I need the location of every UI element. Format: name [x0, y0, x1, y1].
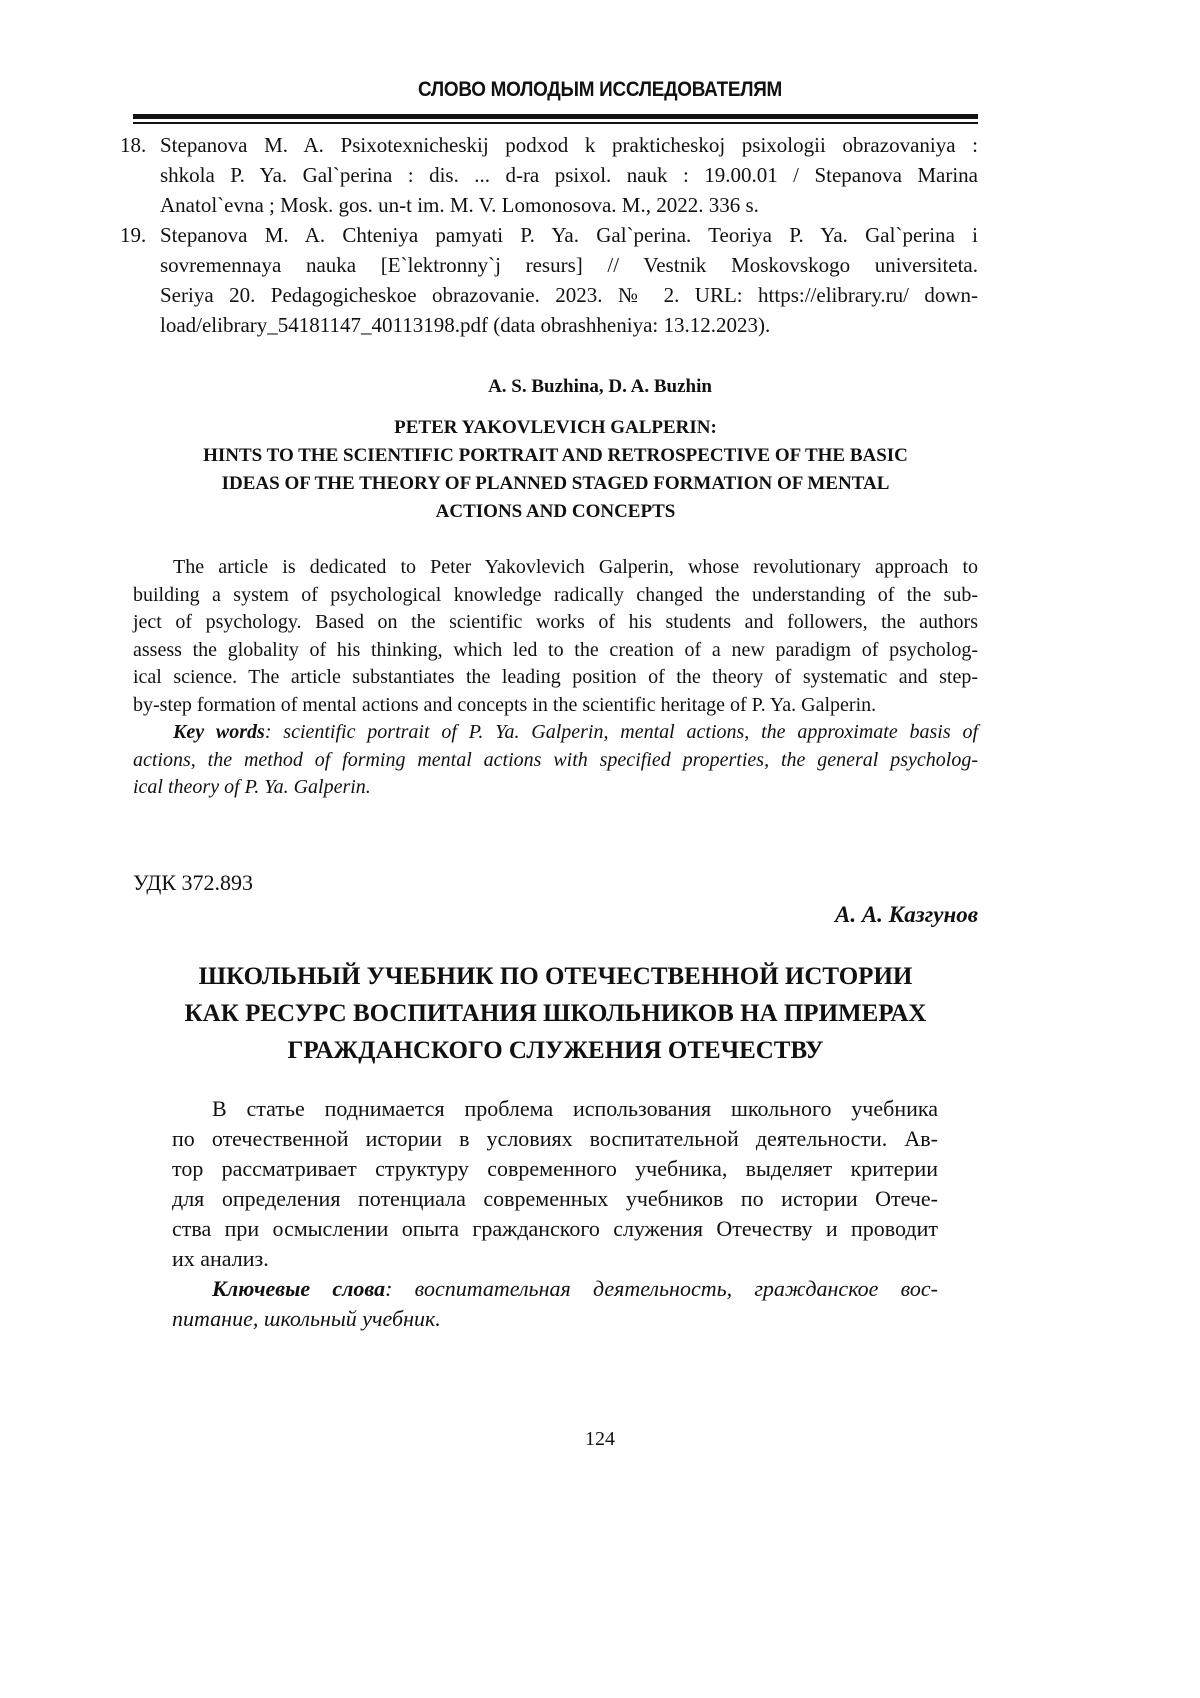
reference-line: Seriya 20. Pedagogicheskoe obrazovanie. 2023. № 2. URL: https://elibrary.ru/ down- [160, 280, 978, 310]
reference-item [120, 130, 978, 220]
abstract-line: для определения потенциала современных учебников по истории Отече- [172, 1184, 938, 1214]
keywords-label: Key words [173, 721, 265, 743]
abstract-line: assess the globality of his thinking, which led to the creation of a new paradigm of psycholog- [133, 637, 978, 665]
russian-title [133, 958, 978, 1069]
russian-author: А. А. Казгунов [835, 902, 978, 928]
keywords-line: питание, школьный учебник. [172, 1304, 938, 1334]
abstract-line: тор рассматривает структуру современного учебника, выделяет критерии [172, 1154, 938, 1184]
abstract-line: by-step formation of mental actions and concepts in the scientific heritage of P. Ya. Galperin. [133, 692, 978, 720]
page-number: 124 [0, 1428, 1200, 1451]
header-rule-thin [133, 122, 978, 124]
reference-item [120, 220, 978, 340]
reference-line: Anatol`evna ; Mosk. gos. un-t im. M. V. Lomonosova. M., 2022. 336 s. [160, 190, 978, 220]
abstract-line: The article is dedicated to Peter Yakovlevich Galperin, whose revolutionary approach to [133, 554, 978, 582]
reference-line: Stepanova M. A. Psixotexnicheskij podxod k prakticheskoj psixologii obrazovaniya : [160, 130, 978, 160]
keywords-text: : воспитательная деятельность, гражданское вос- [385, 1276, 938, 1301]
abstract-line: В статье поднимается проблема использования школьного учебника [172, 1094, 938, 1124]
reference-number: 19. [120, 220, 146, 250]
keywords-line: ical theory of P. Ya. Galperin. [133, 774, 978, 802]
running-header: СЛОВО МОЛОДЫМ ИССЛЕДОВАТЕЛЯМ [60, 78, 1140, 102]
title-line: PETER YAKOVLEVICH GALPERIN: [133, 414, 978, 442]
abstract-line: их анализ. [172, 1244, 938, 1274]
reference-line: shkola P. Ya. Gal`perina : dis. ... d-ra psixol. nauk : 19.00.01 / Stepanova Marina [160, 160, 978, 190]
header-rule-thick [133, 114, 978, 119]
title-line: КАК РЕСУРС ВОСПИТАНИЯ ШКОЛЬНИКОВ НА ПРИМЕРАХ [133, 995, 978, 1032]
keywords-label: Ключевые слова [212, 1276, 385, 1301]
english-title [133, 414, 978, 526]
abstract-line: building a system of psychological knowledge radically changed the understanding of the sub- [133, 582, 978, 610]
title-line: IDEAS OF THE THEORY OF PLANNED STAGED FORMATION OF MENTAL [133, 470, 978, 498]
english-abstract [133, 554, 978, 802]
reference-line: sovremennaya nauka [E`lektronny`j resurs] // Vestnik Moskovskogo universiteta. [160, 250, 978, 280]
title-line: ГРАЖДАНСКОГО СЛУЖЕНИЯ ОТЕЧЕСТВУ [133, 1032, 978, 1069]
title-line: ШКОЛЬНЫЙ УЧЕБНИК ПО ОТЕЧЕСТВЕННОЙ ИСТОРИИ [133, 958, 978, 995]
keywords-line [172, 1274, 938, 1304]
abstract-line: ject of psychology. Based on the scientific works of his students and followers, the authors [133, 609, 978, 637]
keywords-text: : scientific portrait of P. Ya. Galperin, mental actions, the approximate basis of [265, 721, 978, 743]
keywords-line [133, 719, 978, 747]
reference-list [120, 130, 978, 340]
reference-number: 18. [120, 130, 146, 160]
reference-line: load/elibrary_54181147_40113198.pdf (data obrashheniya: 13.12.2023). [160, 310, 978, 340]
keywords-line: actions, the method of forming mental actions with specified properties, the general psycholog- [133, 747, 978, 775]
udk-code: УДК 372.893 [133, 870, 253, 896]
title-line: ACTIONS AND CONCEPTS [133, 498, 978, 526]
title-line: HINTS TO THE SCIENTIFIC PORTRAIT AND RETROSPECTIVE OF THE BASIC [133, 442, 978, 470]
russian-abstract [172, 1094, 938, 1334]
abstract-line: по отечественной истории в условиях воспитательной деятельности. Ав- [172, 1124, 938, 1154]
reference-line: Stepanova M. A. Chteniya pamyati P. Ya. Gal`perina. Teoriya P. Ya. Gal`perina i [160, 220, 978, 250]
english-authors: A. S. Buzhina, D. A. Buzhin [0, 376, 1200, 398]
abstract-line: ical science. The article substantiates the leading position of the theory of systematic and step- [133, 664, 978, 692]
abstract-line: ства при осмыслении опыта гражданского служения Отечеству и проводит [172, 1214, 938, 1244]
